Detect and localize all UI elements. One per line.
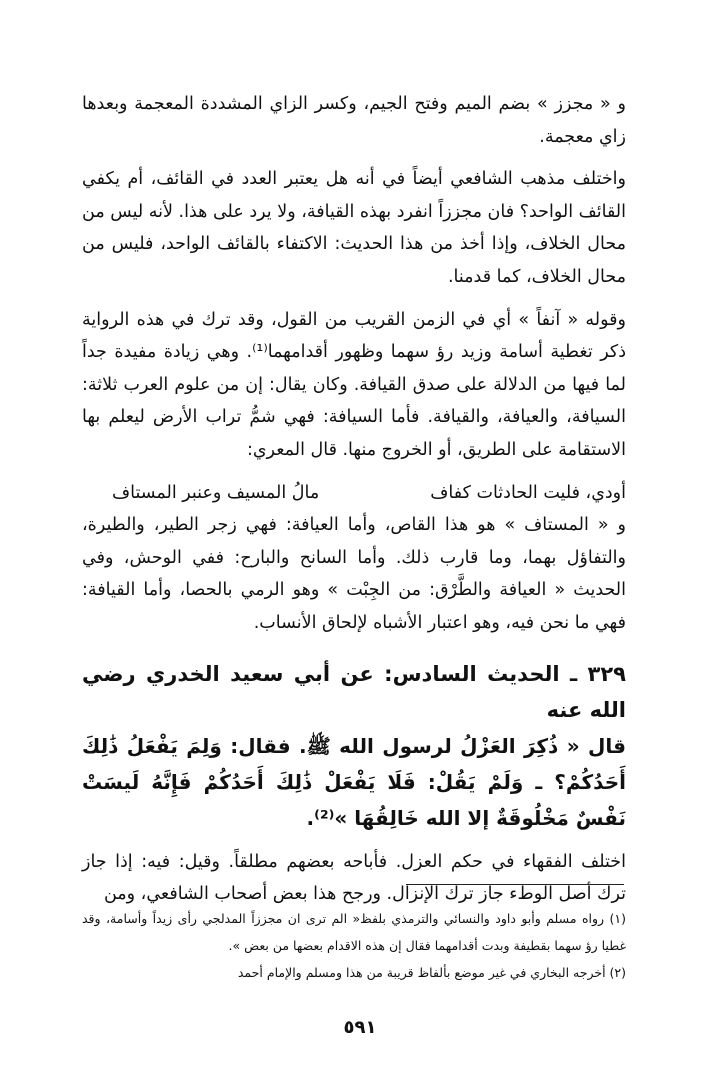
paragraph: و « المستاف » هو هذا القاص، وأما العيافة: فهي زجر الطير، والطيرة، والتفاؤل بهما، وما قارب ذلك. وأما السانح والبارح: ففي الوحش، وفي الحديث « العيافة والطَّرْق: من الجِبْت » وهو الرمي بالحصا، وأما القيافة: فهي ما نحن فيه، وهو اعتبار الأشباه لإلحاق الأنساب. [82,515,626,633]
paragraph: و « مجزز » بضم الميم وفتح الجيم، وكسر الزاي المشددة المعجمة وبعدها زاي معجمة. [82,94,626,147]
hadith-text: قال « ذُكِرَ العَزْلُ لرسول الله ﷺ. فقال: وَلِمَ يَفْعَلُ ذَٰلِكَ أَحَدُكُمْ؟ ـ وَلَمْ يَقُلْ: فَلَا يَفْعَلْ ذَٰلِكَ أَحَدُكُمْ فَإِنَّهُ لَيسَتْ نَفْسٌ مَخْلُوقَةٌ إلا الله خَالِقُهَا »⁽²⁾. [82,733,626,830]
hadith-heading: ٣٢٩ ـ الحديث السادس: عن أبي سعيد الخدري رضي الله عنه [82,661,626,722]
footnotes [82,905,626,986]
paragraph: وقوله « آنفاً » أي في الزمن القريب من القول، وقد ترك في هذه الرواية ذكر تغطية أسامة وزيد رؤ سهما وظهور أقدامهما⁽¹⁾. وهي زيادة مفيدة جداً لما فيها من الدلالة على صدق القيافة. وكان يقال: إن من علوم العرب ثلاثة: السيافة، والعيافة، والقيافة. فأما السيافة: فهي شمُّ تراب الأرض ليعلم بها الاستقامة على الطريق، أو الخروج منها. قال المعري: [82,309,626,460]
footnote-2: (٢) أخرجه البخاري في غير موضع بألفاظ قريبة من هذا ومسلم والإمام أحمد [237,965,626,980]
poem-verse [82,477,626,510]
page-number: ٥٩١ [343,1017,377,1038]
footnote-1: (١) رواه مسلم وأبو داود والنسائي والترمذي بلفظ« الم ترى ان مجززاً المدلجي رأى زيداً وأسامة، وقد غطيا رؤ سهما بقطيفة وبدت أقدامهما فقال إن هذه الاقدام بعضها من بعض ». [82,911,626,953]
main-text [82,88,626,911]
poem-hemistich-second: مالُ المسيف وعنبر المستاف [112,482,320,503]
paragraph-spacer [82,294,626,304]
section-spacer [82,640,626,656]
paragraph-spacer [82,153,626,163]
paragraph-spacer [82,836,626,846]
paragraph-spacer [82,467,626,477]
paragraph: واختلف مذهب الشافعي أيضاً في أنه هل يعتبر العدد في القائف، أم يكفي القائف الواحد؟ فان مجززاً انفرد بهذه القيافة، ولا يرد على هذا. لأنه ليس من محال الخلاف، وإذا أخذ من هذا الحديث: الاكتفاء بالقائف الواحد، فليس من محال الخلاف، كما قدمنا. [82,169,626,287]
footnote-divider [406,884,624,885]
paragraph: اختلف الفقهاء في حكم العزل. فأباحه بعضهم مطلقاً. وقيل: فيه: إذا جاز ترك أصل الوطء جاز ترك الإنزال. ورجح هذا بعض أصحاب الشافعي، ومن [82,851,626,905]
poem-hemistich-first: أودي، فليت الحادثات كفاف [430,482,626,503]
